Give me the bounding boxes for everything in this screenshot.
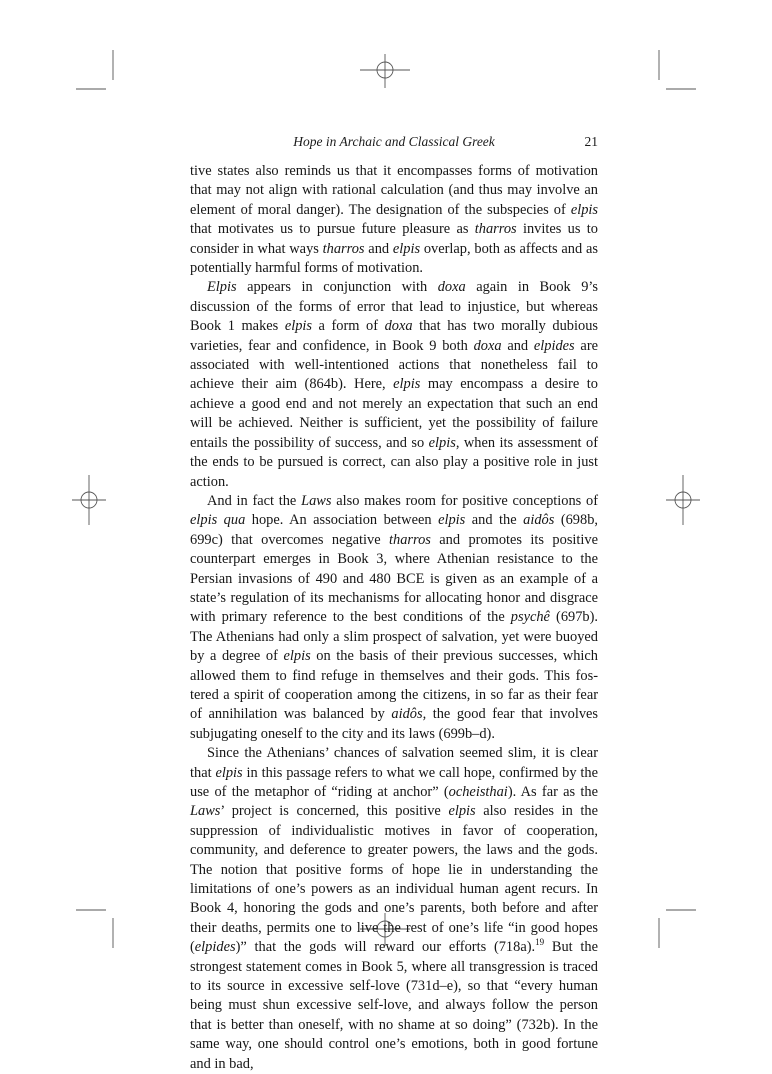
text-run: that motivates us to pursue future pleasure as xyxy=(190,221,475,238)
text-run: the good fear that involves subjugating oneself to the city and its laws (699b–d). xyxy=(190,706,598,742)
italic-term: doxa xyxy=(473,337,502,354)
body-text xyxy=(190,162,598,1074)
paragraph xyxy=(190,492,598,744)
italic-term: elpis xyxy=(393,376,421,393)
italic-term: elpis xyxy=(283,648,311,665)
text-run: ’ project is concerned, this positive xyxy=(220,803,449,820)
text-run: Since the Athenians’ chances of salvation seemed slim, it is clear that xyxy=(190,745,598,781)
registration-target-right xyxy=(666,475,700,525)
italic-term: aidôs, xyxy=(391,706,427,723)
italic-term: elpis xyxy=(215,764,243,781)
paragraph xyxy=(190,278,598,491)
running-head xyxy=(190,134,598,154)
italic-term: doxa xyxy=(437,279,466,296)
italic-term: elpis xyxy=(428,434,456,451)
text-run: that has two morally dubious varieties, fear and confidence, in Book 9 both xyxy=(190,318,598,354)
text-run: and promotes its positive counterpart emerges in Book 3, where Athenian resistance to the Persian invasions of 490 and 480 BCE is given as an example of a state’s regulation of its mechanisms for allocating honor and disgrace with primary reference to the best conditions of the xyxy=(190,531,598,626)
text-run: ). As far as the xyxy=(507,784,598,800)
italic-term: Elpis xyxy=(207,279,237,296)
text-run: are associated with well-intentioned actions that nonetheless fail to achieve their aim (864b). Here, xyxy=(190,337,598,393)
text-run: , when its assessment of the ends to be pursued is correct, can also play a positive role in just action. xyxy=(190,434,598,490)
text-run: )” that the gods will reward our efforts (718a). xyxy=(235,939,536,956)
italic-term: tharros xyxy=(474,221,517,238)
italic-term: elpis qua xyxy=(190,512,246,529)
running-head-title: Hope in Archaic and Classical Greek xyxy=(293,134,495,149)
italic-term: elpis xyxy=(392,240,421,257)
italic-term: tharros xyxy=(322,240,365,257)
registration-target-top xyxy=(360,54,410,88)
italic-term: aidôs xyxy=(523,512,555,529)
italic-term: elpides xyxy=(194,939,236,956)
paragraph xyxy=(190,162,598,278)
italic-term: elpis xyxy=(438,512,466,529)
text-run: also resides in the suppression of individualistic motives in favor of cooperation, community, and deference to greater powers, the laws and the gods. The notion that positive forms of hope lie in understanding the limitations of one’s powers as an individual human agent recurs. In Book 4, honoring the gods and one’s parents, both before and after their deaths, permits one to live the rest of one’s life “in good hopes ( xyxy=(190,803,598,956)
italic-term: Laws xyxy=(301,492,332,509)
text-run: again in Book 9’s discussion of the forms of error that lead to injustice, but whereas Book 1 makes xyxy=(190,279,598,335)
text-run: on the basis of their previous successes, which allowed them to find refuge in themselves and their gods. This fostered a spirit of cooperation among the citizens, in so far as their fear of annihilation was balanced by xyxy=(190,648,598,723)
text-run: and xyxy=(501,337,534,354)
text-run: may encompass a desire to achieve a good end and not merely an expectation that such an end will be achieved. Neither is sufficient, yet the possibility of failure entails the possibility of success, and so xyxy=(190,376,598,451)
text-run: And in fact the xyxy=(207,492,302,509)
text-run: hope. An association between xyxy=(245,512,439,529)
text-run: appears in conjunction with xyxy=(236,279,438,296)
footnote-marker: 19 xyxy=(535,937,545,948)
text-run: (697b). The Athenians had only a slim prospect of salvation, yet were buoyed by a degree of xyxy=(190,609,598,665)
text-run: also makes room for positive conceptions of xyxy=(331,492,598,509)
italic-term: elpides xyxy=(533,337,575,354)
italic-term: ocheisthai xyxy=(448,784,508,800)
paragraph xyxy=(190,744,598,1074)
text-run: invites us to consider in what ways xyxy=(190,221,598,257)
page-number: 21 xyxy=(584,134,598,149)
text-run: and xyxy=(364,240,393,257)
text-run: tive states also reminds us that it encompasses forms of motivation that may not align with rational calculation (and thus may involve an element of moral danger). The designation of the subspecies of xyxy=(190,163,598,218)
italic-term: Laws xyxy=(190,803,221,820)
text-run: and the xyxy=(465,512,524,529)
registration-target-left xyxy=(72,475,106,525)
italic-term: elpis xyxy=(570,201,598,218)
italic-term: doxa xyxy=(384,318,413,335)
text-run: in this passage refers to what we call hope, confirmed by the use of the metaphor of “riding at anchor” ( xyxy=(190,764,598,800)
text-run: overlap, both as affects and as potentially harmful forms of motivation. xyxy=(190,240,598,277)
text-run: a form of xyxy=(312,318,385,335)
italic-term: elpis xyxy=(448,803,476,820)
italic-term: tharros xyxy=(389,531,431,548)
text-run: (698b, 699c) that overcomes negative xyxy=(190,512,598,548)
text-run: But the strongest statement comes in Book 5, where all transgression is traced to its source in excessive self-love (731d–e), so that “every human being must shun excessive self-love, and always follow the person that is better than oneself, with no shame at so doing” (732b). In the same way, one should control one’s emotions, both in good fortune and in bad, xyxy=(190,939,598,1072)
italic-term: psychê xyxy=(510,609,550,626)
italic-term: elpis xyxy=(284,318,312,335)
